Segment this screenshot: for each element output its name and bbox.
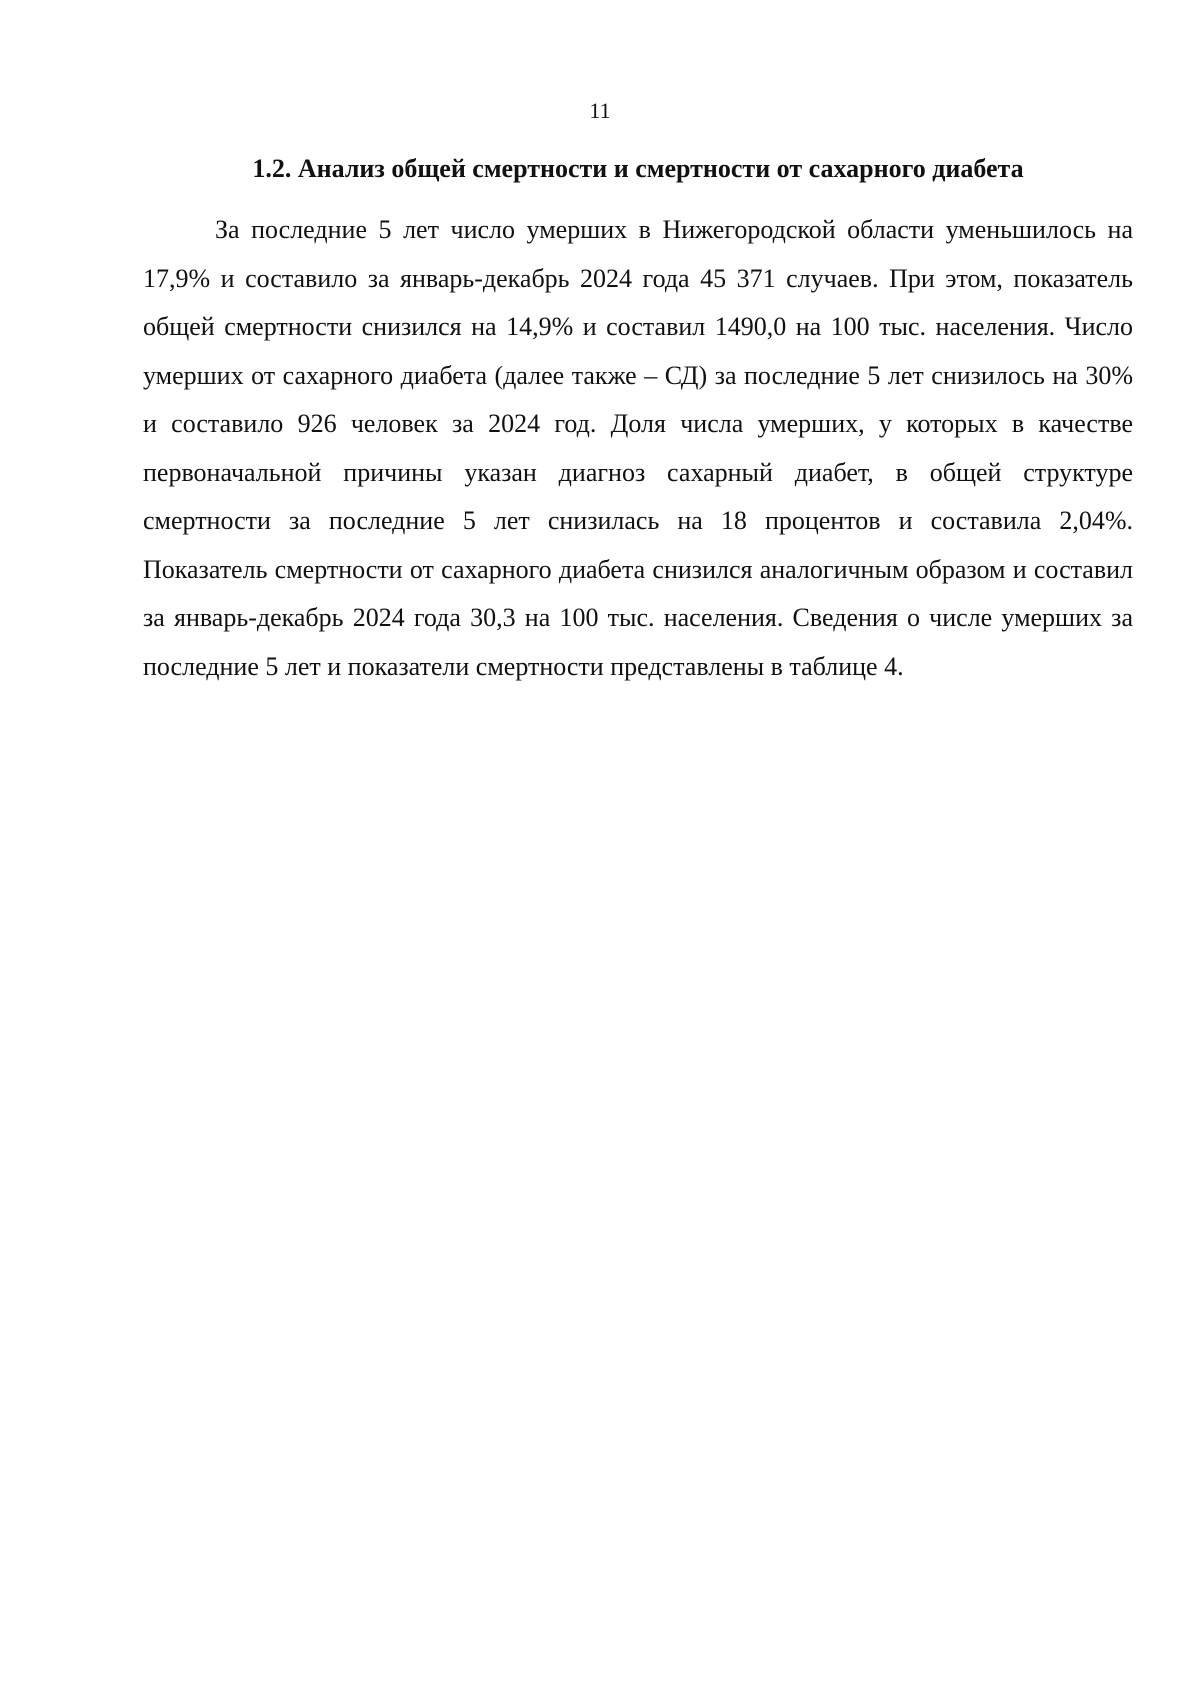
section-heading: 1.2. Анализ общей смертности и смертности от сахарного диабета: [252, 154, 1024, 183]
body-paragraph: За последние 5 лет число умерших в Нижегородской области уменьшилось на 17,9% и составило за январь-декабрь 2024 года 45 371 случаев. При этом, показатель общей смертности снизился на 14,9% и составил 1490,0 на 100 тыс. населения. Число умерших от сахарного диабета (далее также – СД) за последние 5 лет снизилось на 30% и составило 926 человек за 2024 год. Доля числа умерших, у которых в качестве первоначальной причины указан диагноз сахарный диабет, в общей структуре смертности за последние 5 лет снизилась на 18 процентов и составила 2,04%. Показатель смертности от сахарного диабета снизился аналогичным образом и составил за январь-декабрь 2024 года 30,3 на 100 тыс. населения. Сведения о числе умерших за последние 5 лет и показатели смертности представлены в таблице 4.: [143, 215, 1133, 681]
page-number: 11: [589, 98, 611, 123]
